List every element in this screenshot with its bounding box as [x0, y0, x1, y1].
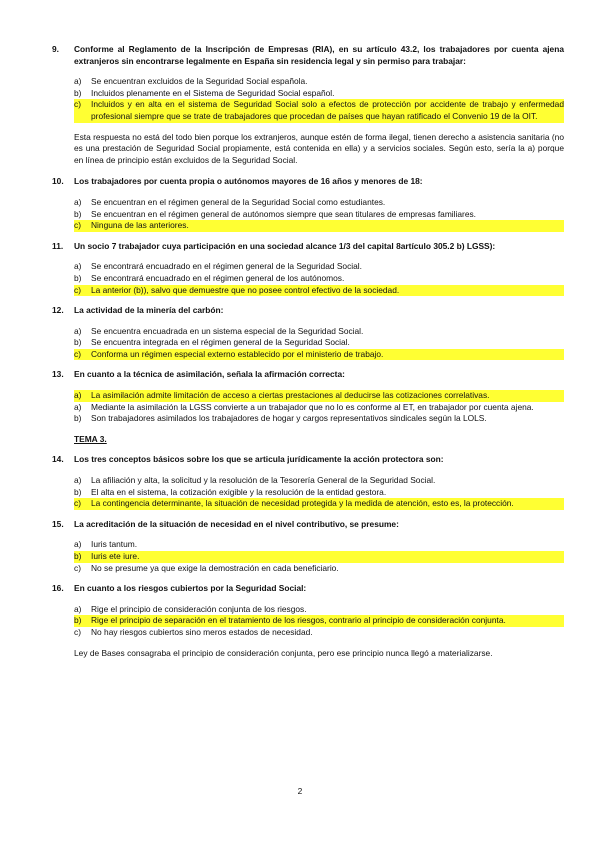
option-item-highlighted: [74, 551, 564, 563]
option-item: [74, 273, 564, 285]
question-text: Los tres conceptos básicos sobre los que se articula jurídicamente la acción protectora son:: [74, 454, 444, 465]
option-item: [74, 539, 564, 551]
option-item: [74, 413, 564, 425]
option-text: Rige el principio de consideración conjunta de los riesgos.: [91, 603, 307, 614]
option-text: Se encuentra encuadrada en un sistema especial de la Seguridad Social.: [91, 325, 364, 336]
option-letter: a): [74, 261, 82, 272]
question-text: La acreditación de la situación de necesidad en el nivel contributivo, se presume:: [74, 518, 399, 529]
option-letter: a): [74, 76, 82, 87]
question-number: 16.: [52, 583, 64, 594]
option-letter: b): [74, 87, 82, 98]
option-text: La afiliación y alta, la solicitud y la resolución de la Tesorería General de la Seguridad Social.: [91, 475, 436, 486]
option-item-highlighted: [74, 349, 564, 361]
option-letter: b): [74, 413, 82, 424]
option-item: [74, 261, 564, 273]
section-heading: TEMA 3.: [74, 433, 107, 444]
question-number: 14.: [52, 454, 64, 465]
option-letter: b): [74, 272, 82, 283]
option-item-highlighted: [74, 285, 564, 297]
question-text: La actividad de la minería del carbón:: [74, 305, 224, 316]
option-letter: c): [74, 285, 91, 297]
question-11: [52, 241, 564, 253]
option-letter: a): [74, 475, 82, 486]
option-text: Se encontrará encuadrado en el régimen general de la Seguridad Social.: [91, 261, 362, 272]
option-letter: a): [74, 539, 82, 550]
question-9: [52, 44, 564, 67]
question-text: Los trabajadores por cuenta propia o autónomos mayores de 16 años y menores de 18:: [74, 176, 423, 187]
option-letter: c): [74, 498, 91, 510]
option-item-highlighted: [74, 615, 564, 627]
page-content: [52, 44, 564, 669]
explanatory-note: Esta respuesta no está del todo bien porque los extranjeros, aunque estén de forma ilegal, tienen derecho a asistencia sanitaria (no es una prestación de Seguridad Social propiamente, está contenida en ella) y a servicios sociales. Según esto, sería la a) porque en línea de principio están excluidos de la Seguridad Social.: [74, 131, 564, 165]
option-text: Incluidos plenamente en el Sistema de Seguridad Social español.: [91, 87, 335, 98]
option-text: No hay riesgos cubiertos sino meros estados de necesidad.: [91, 626, 313, 637]
question-text: En cuanto a la técnica de asimilación, señala la afirmación correcta:: [74, 369, 345, 380]
question-text: Un socio 7 trabajador cuya participación en una sociedad alcance 1/3 del capital 8artículo 305.2 b) LGSS):: [74, 240, 496, 251]
question-text: En cuanto a los riesgos cubiertos por la Seguridad Social:: [74, 583, 307, 594]
option-letter: b): [74, 551, 91, 563]
option-item: [74, 563, 564, 575]
option-text: No se presume ya que exige la demostración en cada beneficiario.: [91, 562, 339, 573]
option-item: [74, 326, 564, 338]
question-10: [52, 176, 564, 188]
options-list: [74, 197, 564, 232]
option-letter: c): [74, 99, 91, 122]
options-list: [74, 390, 564, 425]
option-letter: b): [74, 208, 82, 219]
options-list: [74, 326, 564, 361]
option-letter: b): [74, 615, 91, 627]
option-text: Ninguna de las anteriores.: [91, 220, 564, 232]
option-text: Se encontrará encuadrado en el régimen general de los autónomos.: [91, 272, 345, 283]
option-letter: a): [74, 325, 82, 336]
option-letter: a): [74, 603, 82, 614]
page-number: 2: [297, 786, 303, 796]
option-item: [74, 487, 564, 499]
option-item: [74, 402, 564, 414]
option-item-highlighted: [74, 99, 564, 122]
option-text: Se encuentran en el régimen general de autónomos siempre que sean titulares de empresas familiares.: [91, 208, 477, 219]
option-item: [74, 475, 564, 487]
option-letter: a): [74, 390, 91, 402]
option-item: [74, 88, 564, 100]
question-number: 13.: [52, 369, 64, 380]
options-list: [74, 76, 564, 122]
option-letter: b): [74, 486, 82, 497]
option-item-highlighted: [74, 498, 564, 510]
option-text: Se encuentran en el régimen general de la Seguridad Social como estudiantes.: [91, 196, 386, 207]
option-item-highlighted: [74, 220, 564, 232]
option-text: La asimilación admite limitación de acceso a ciertas prestaciones al deducirse las cotizaciones correlativas.: [91, 390, 564, 402]
option-letter: a): [74, 196, 82, 207]
option-item: [74, 197, 564, 209]
question-number: 15.: [52, 518, 64, 529]
question-number: 12.: [52, 305, 64, 316]
options-list: [74, 261, 564, 296]
option-text: Rige el principio de separación en el tratamiento de los riesgos, contrario al principio de consideración conjunta.: [91, 615, 564, 627]
options-list: [74, 539, 564, 574]
option-item-highlighted: [74, 390, 564, 402]
option-text: Son trabajadores asimilados los trabajadores de hogar y cargos representativos sindicales según la LOLS.: [91, 413, 487, 424]
question-number: 10.: [52, 176, 64, 187]
option-letter: c): [74, 626, 81, 637]
option-letter: c): [74, 562, 81, 573]
question-number: 11.: [52, 240, 64, 251]
question-13: [52, 369, 564, 381]
option-text: Se encuentran excluidos de la Seguridad Social española.: [91, 76, 308, 87]
option-letter: c): [74, 220, 91, 232]
option-letter: b): [74, 337, 82, 348]
option-item: [74, 76, 564, 88]
option-text: La contingencia determinante, la situación de necesidad protegida y la medida de atención, esto es, la protección.: [91, 498, 564, 510]
question-16: [52, 583, 564, 595]
option-item: [74, 337, 564, 349]
option-item: [74, 209, 564, 221]
question-number: 9.: [52, 44, 59, 54]
question-15: [52, 519, 564, 531]
option-item: [74, 604, 564, 616]
option-text: Conforma un régimen especial externo establecido por el ministerio de trabajo.: [91, 349, 564, 361]
option-text: Iuris tantum.: [91, 539, 138, 550]
options-list: [74, 475, 564, 510]
option-text: Incluidos y en alta en el sistema de Seguridad Social solo a efectos de protección por accidente de trabajo y enfermedad profesional siempre que se trate de trabajadores que procedan de países que hayan ratificado el Convenio 19 de la OIT.: [91, 99, 564, 121]
question-text: Conforme al Reglamento de la Inscripción de Empresas (RIA), en su artículo 43.2, los trabajadores por cuenta ajena extranjeros sin encontrarse legalmente en España sin residencia legal y sin permiso para trabajar:: [74, 44, 564, 66]
option-text: El alta en el sistema, la cotización exigible y la resolución de la entidad gestora.: [91, 486, 387, 497]
option-letter: c): [74, 349, 91, 361]
explanatory-note: Ley de Bases consagraba el principio de consideración conjunta, pero ese principio nunca llegó a materializarse.: [74, 647, 493, 658]
option-item: [74, 627, 564, 639]
option-text: Se encuentra integrada en el régimen general de la Seguridad Social.: [91, 337, 350, 348]
option-text: La anterior (b)), salvo que demuestre que no posee control efectivo de la sociedad.: [91, 285, 564, 297]
option-letter: a): [74, 401, 82, 412]
question-12: [52, 305, 564, 317]
options-list: [74, 604, 564, 639]
question-14: [52, 454, 564, 466]
option-text: Mediante la asimilación la LGSS convierte a un trabajador que no lo es conforme al ET, en trabajador por cuenta ajena.: [91, 401, 534, 412]
option-text: Iuris ete iure.: [91, 551, 564, 563]
